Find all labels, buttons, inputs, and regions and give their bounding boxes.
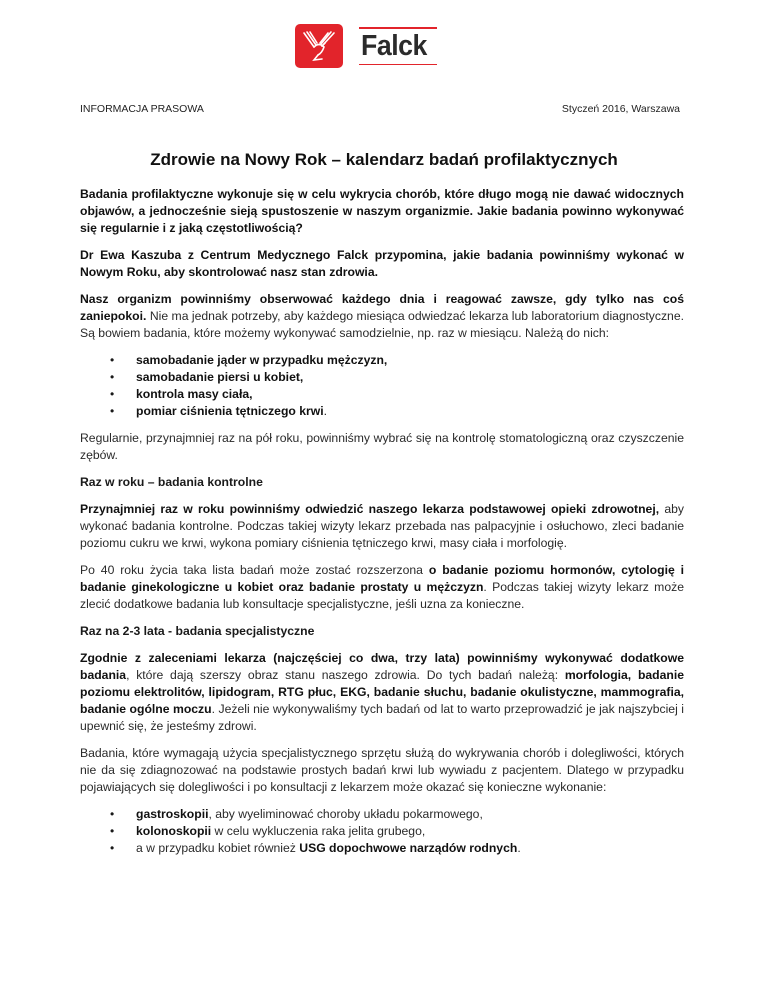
specialist-paragraph-1: Zgodnie z zaleceniami lekarza (najczęściej co dwa, trzy lata) powinniśmy wykonywać dodatkowe badania, które dają szerszy obraz stanu naszego zdrowia. Do tych badań należą: morfologia, badanie poziomu elektrolitów, lipidogram, RTG płuc, EKG, badanie słuchu, badanie okulistyczne, mammografia, badanie ogólne moczu. Jeżeli nie wykonywaliśmy tych badań od lat to warto przeprowadzić je jak najszybciej i upewnić się, że jesteśmy zdrowi. — [80, 651, 685, 733]
falck-logo — [295, 24, 433, 68]
daily-paragraph: Nasz organizm powinniśmy obserwować każdego dnia i reagować zawsze, gdy tylko nas coś zaniepokoi. Nie ma jednak potrzeby, aby każdego miesiąca odwiedzać lekarza lub laboratorium diagnostyczne. Są bowiem badania, które możemy wykonywać samodzielnie, np. raz w miesiącu. Należą do nich: — [80, 292, 684, 340]
press-release-label: INFORMACJA PRASOWA — [80, 103, 204, 115]
list-item: • samobadanie piersi u kobiet, — [110, 370, 304, 384]
list-item: • kolonoskopii w celu wykluczenia raka jelita grubego, — [110, 824, 426, 838]
document-header — [80, 103, 680, 115]
yearly-paragraph-1: Przynajmniej raz w roku powinniśmy odwiedzić naszego lekarza podstawowej opieki zdrowotnej, aby wykonać badania kontrolne. Podczas takiej wizyty lekarz przebada nas palpacyjnie i osłuchowo, zleci badanie poziomu cukru we krwi, wykona pomiary ciśnienia tętniczego krwi, masy ciała i morfologię. — [80, 502, 684, 550]
eagle-icon — [295, 24, 343, 68]
article-body — [80, 186, 684, 867]
dental-paragraph: Regularnie, przynajmniej raz na pół roku, powinniśmy wybrać się na kontrolę stomatologiczną oraz czyszczenie zębów. — [80, 431, 684, 462]
lead-paragraph-1: Badania profilaktyczne wykonuje się w celu wykrycia chorób, które długo mogą nie dawać widocznych objawów, a jednocześnie sieją spustoszenie w naszym organizmie. Jakie badania powinno wykonywać się regularnie i z jaką częstotliwością? — [80, 187, 684, 235]
brand-wordmark: Falck — [361, 24, 433, 68]
yearly-paragraph-2: Po 40 roku życia taka lista badań może zostać rozszerzona o badanie poziomu hormonów, cytologię i badanie ginekologiczne u kobiet oraz badanie prostaty u mężczyzn. Podczas takiej wizyty lekarz może zlecić dodatkowe badania lub konsultacje specjalistyczne, jeśli uzna za konieczne. — [80, 563, 685, 611]
list-item: • gastroskopii, aby wyeliminować choroby układu pokarmowego, — [110, 807, 483, 821]
date-location: Styczeń 2016, Warszawa — [561, 103, 680, 115]
lead-paragraph-2: Dr Ewa Kaszuba z Centrum Medycznego Falck przypomina, jakie badania powinniśmy wykonać w Nowym Roku, aby skontrolować nasz stan zdrowia. — [80, 248, 684, 279]
list-item: • kontrola masy ciała, — [110, 387, 253, 401]
list-item: • samobadanie jąder w przypadku mężczyzn, — [110, 353, 388, 367]
specialist-exam-list — [80, 806, 684, 857]
specialist-paragraph-2: Badania, które wymagają użycia specjalistycznego sprzętu służą do wykrywania chorób i dolegliwości, których nie da się zdiagnozować na podstawie prostych badań krwi lub wywiadu z pacjentem. Dlatego w przypadku pojawiających się dolegliwości i po konsultacji z lekarzem może okazać się konieczne wykonanie: — [80, 746, 684, 794]
list-item: • pomiar ciśnienia tętniczego krwi. — [110, 404, 327, 418]
page-title: Zdrowie na Nowy Rok – kalendarz badań profilaktycznych — [150, 150, 618, 169]
list-item: • a w przypadku kobiet również USG dopochwowe narządów rodnych. — [110, 841, 521, 855]
section-heading-yearly: Raz w roku – badania kontrolne — [80, 475, 263, 489]
self-exam-list — [80, 352, 684, 420]
section-heading-specialist: Raz na 2-3 lata - badania specjalistyczne — [80, 624, 315, 638]
